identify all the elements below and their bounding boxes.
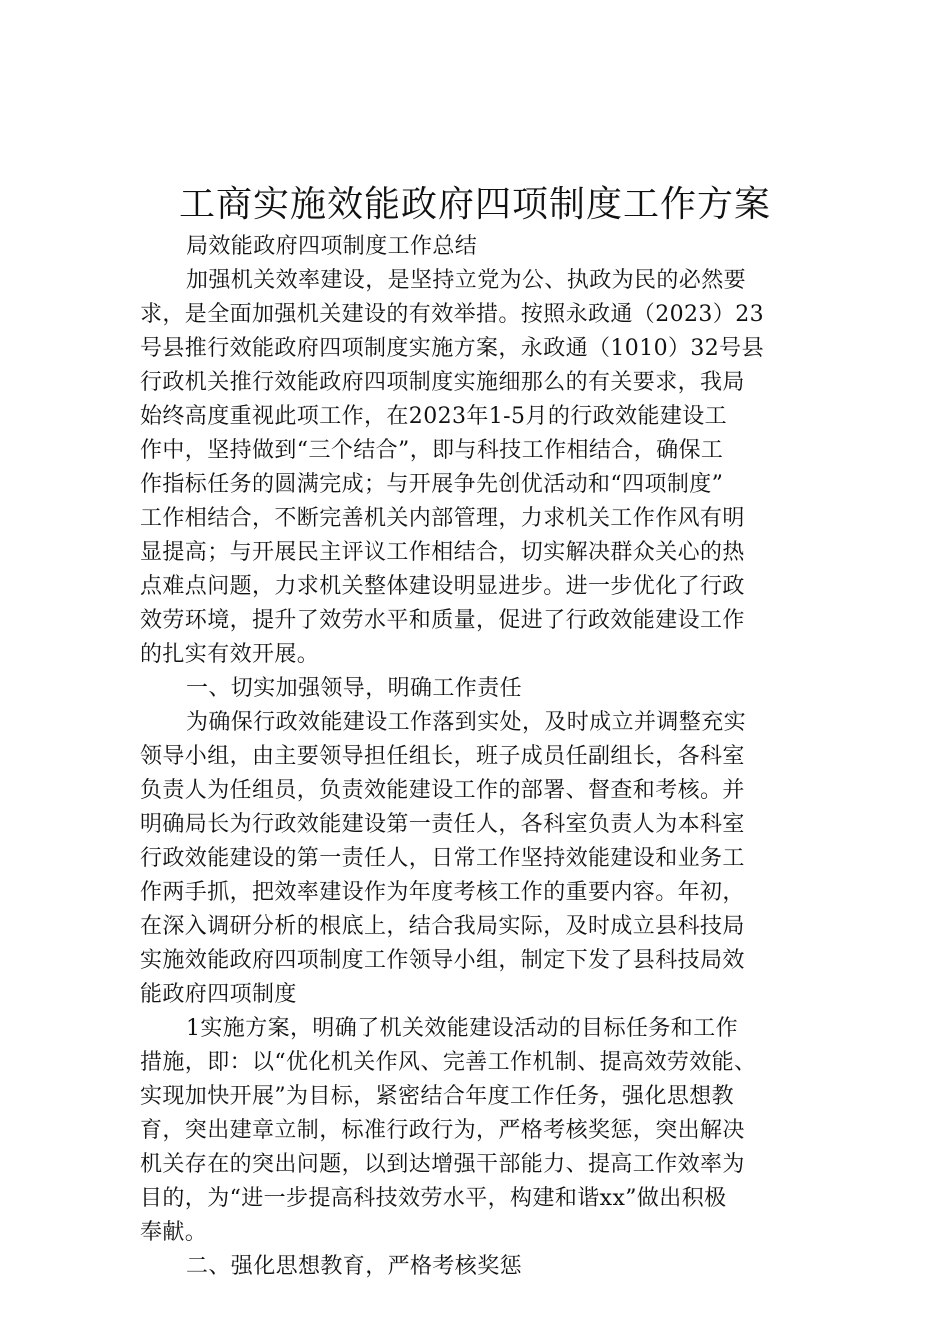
body-line: 的扎实有效开展。 (140, 642, 320, 667)
body-line: 实施效能政府四项制度工作领导小组，制定下发了县科技局效 (140, 948, 745, 973)
section-heading: 一、切实加强领导，明确工作责任 (186, 676, 523, 701)
body-line: 奉献。 (140, 1220, 208, 1245)
body-line: 实现加快开展”为目标，紧密结合年度工作任务，强化思想教 (140, 1084, 735, 1109)
body-line: 号县推行效能政府四项制度实施方案，永政通（1010）32号县 (140, 336, 764, 361)
body-line: 为确保行政效能建设工作落到实处，及时成立并调整充实 (186, 710, 747, 735)
body-line: 作指标任务的圆满完成；与开展争先创优活动和“四项制度” (140, 472, 724, 497)
body-line: 工作相结合，不断完善机关内部管理，力求机关工作作风有明 (140, 506, 745, 531)
body-line: 明确局长为行政效能建设第一责任人，各科室负责人为本科室 (140, 812, 745, 837)
body-line: 能政府四项制度 (140, 982, 297, 1007)
body-line: 机关存在的突出问题，以到达增强干部能力、提高工作效率为 (140, 1152, 745, 1177)
body-line: 作两手抓，把效率建设作为年度考核工作的重要内容。年初， (140, 880, 745, 905)
body-line: 负责人为任组员，负责效能建设工作的部署、督查和考核。并 (140, 778, 745, 803)
document-title: 工商实施效能政府四项制度工作方案 (178, 184, 771, 225)
body-line: 在深入调研分析的根底上，结合我局实际，及时成立县科技局 (140, 914, 745, 939)
body-line: 1实施方案，明确了机关效能建设活动的目标任务和工作 (186, 1016, 738, 1041)
body-line: 行政机关推行效能政府四项制度实施细那么的有关要求，我局 (140, 370, 745, 395)
body-line: 目的，为“进一步提高科技效劳水平，构建和谐xx”做出积极 (140, 1186, 727, 1211)
body-line: 育，突出建章立制，标准行政行为，严格考核奖惩，突出解决 (140, 1118, 745, 1143)
body-line: 加强机关效率建设，是坚持立党为公、执政为民的必然要 (186, 268, 747, 293)
body-line: 作中，坚持做到“三个结合”，即与科技工作相结合，确保工 (140, 438, 724, 463)
body-line: 始终高度重视此项工作，在2023年1-5月的行政效能建设工 (140, 404, 728, 429)
body-line: 点难点问题，力求机关整体建设明显进步。进一步优化了行政 (140, 574, 745, 599)
body-line: 领导小组，由主要领导担任组长，班子成员任副组长，各科室 (140, 744, 745, 769)
body-line: 局效能政府四项制度工作总结 (186, 234, 478, 259)
body-line: 显提高；与开展民主评议工作相结合，切实解决群众关心的热 (140, 540, 745, 565)
body-line: 措施，即：以“优化机关作风、完善工作机制、提高效劳效能、 (140, 1050, 757, 1075)
body-line: 行政效能建设的第一责任人，日常工作坚持效能建设和业务工 (140, 846, 745, 871)
body-line: 效劳环境，提升了效劳水平和质量，促进了行政效能建设工作 (140, 608, 745, 633)
body-line: 求，是全面加强机关建设的有效举措。按照永政通（2023）23 (140, 302, 764, 327)
section-heading: 二、强化思想教育，严格考核奖惩 (186, 1254, 523, 1279)
